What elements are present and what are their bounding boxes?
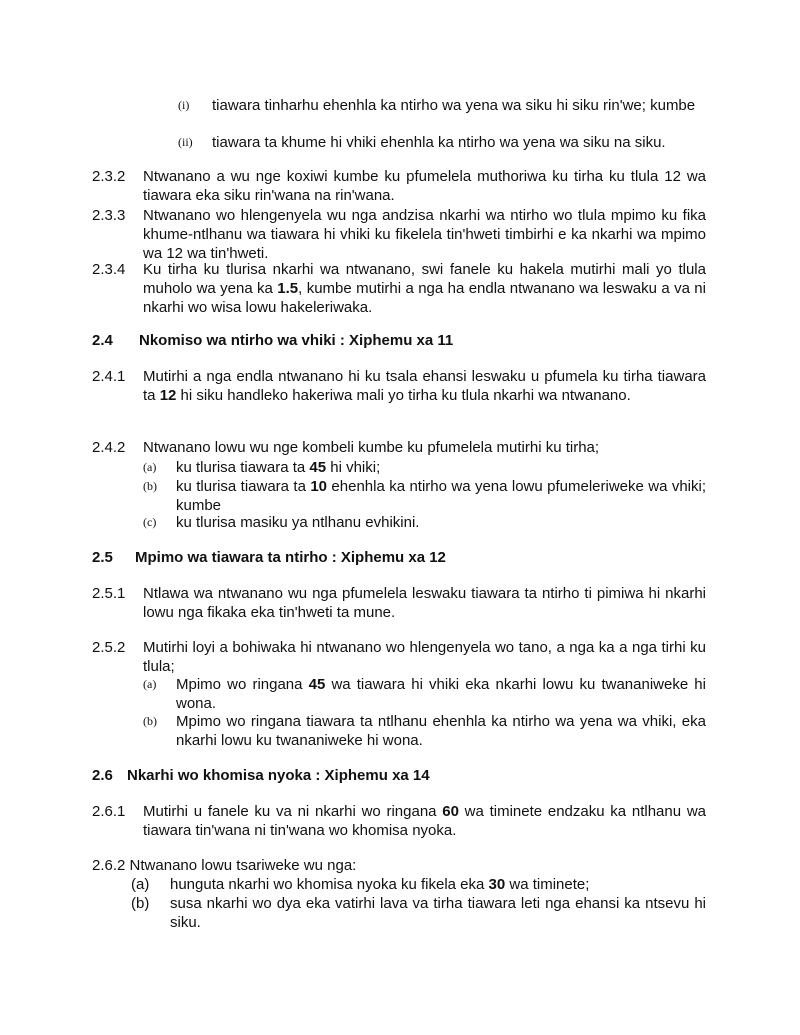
heading-title: Nkarhi wo khomisa nyoka : Xiphemu xa 14 <box>127 767 430 784</box>
paragraph-number: 2.5.2 <box>92 639 126 656</box>
bold-value: 1.5 <box>277 280 299 297</box>
paragraph-2-3-3 <box>92 206 706 263</box>
section-heading-2-6 <box>92 766 430 785</box>
paragraph-number: 2.3.2 <box>92 168 126 185</box>
text-run: hi vhiki; <box>326 459 381 476</box>
text-run: Mutirhi u fanele ku va ni nkarhi wo ringana <box>143 803 443 820</box>
text-run: ehenhla ka ntirho wa yena lowu pfumeleriweke wa vhiki; kumbe <box>176 478 706 514</box>
text-run: susa nkarhi wo dya eka vatirhi lava va tirha tiawara leti nga ehansi ka ntsevu hi siku. <box>170 895 706 931</box>
list-item-label: (b) <box>131 895 150 912</box>
paragraph-2-5-2 <box>92 638 706 676</box>
list-item-label: (b) <box>143 714 157 728</box>
bold-value: 30 <box>488 876 506 893</box>
section-heading-2-5 <box>92 548 446 567</box>
list-item <box>178 133 706 152</box>
paragraph-text: Ntwanano a wu nge koxiwi kumbe ku pfumelela muthoriwa ku tirha ku tlula 12 wa tiawara eka siku rin'wana na rin'wana. <box>143 168 706 204</box>
paragraph-2-3-2 <box>92 167 706 205</box>
list-item <box>131 894 706 932</box>
list-item <box>178 96 706 115</box>
text-run: Mutirhi a nga endla ntwanano hi ku tsala ehansi leswaku u pfumela ku tirha tiawara ta <box>143 368 706 404</box>
bold-value: 60 <box>442 803 459 820</box>
bold-value: 45 <box>308 676 326 693</box>
text-run: wa tiawara hi vhiki eka nkarhi lowu ku twananiweke hi wona. <box>176 676 706 712</box>
heading-title: Mpimo wa tiawara ta ntirho : Xiphemu xa 12 <box>135 549 446 566</box>
bold-value: 12 <box>159 387 177 404</box>
paragraph-2-3-4 <box>92 260 706 317</box>
paragraph-number: 2.6.1 <box>92 803 126 820</box>
paragraph-number: 2.6.2 <box>92 857 126 874</box>
text-run: Mpimo wo ringana tiawara ta ntlhanu ehenhla ka ntirho wa yena wa vhiki, eka nkarhi lowu ku twananiweke hi wona. <box>176 713 706 749</box>
text-run: wa timinete; <box>505 876 590 893</box>
paragraph-2-6-1 <box>92 802 706 840</box>
list-item-text <box>176 458 706 477</box>
list-item-label: (a) <box>143 460 157 474</box>
paragraph-text <box>143 367 706 405</box>
text-run: , kumbe mutirhi a nga ha endla ntwanano wa leswaku a va ni nkarhi wo wisa lowu hakeleriwaka. <box>143 280 706 316</box>
list-item-text: tiawara tinharhu ehenhla ka ntirho wa yena wa siku hi siku rin'we; kumbe <box>212 97 696 114</box>
paragraph-number: 2.3.4 <box>92 261 126 278</box>
list-item <box>143 675 706 713</box>
list-item-text: tiawara ta khume hi vhiki ehenhla ka ntirho wa yena wa siku na siku. <box>212 134 666 151</box>
list-item-label: (b) <box>143 479 157 493</box>
list-item-label: (a) <box>131 876 150 893</box>
list-item-label: (a) <box>143 677 157 691</box>
list-item-text <box>176 513 706 532</box>
text-run: hi siku handleko hakeriwa mali yo tirha ku tlula nkarhi wa ntwanano. <box>176 387 631 404</box>
text-run: Ku tirha ku tlurisa nkarhi wa ntwanano, swi fanele ku hakela mutirhi mali yo tlula muholo wa yena ka <box>143 261 706 297</box>
bold-value: 45 <box>309 459 327 476</box>
text-run: ku tlurisa masiku ya ntlhanu evhikini. <box>176 514 420 531</box>
list-item <box>143 513 706 532</box>
paragraph-text: Ntlawa wa ntwanano wu nga pfumelela leswaku tiawara ta ntirho ti pimiwa hi nkarhi lowu nga fikaka eka tin'hweti ta mune. <box>143 585 706 621</box>
list-item-label: (ii) <box>178 135 193 149</box>
text-run: wa timinete endzaku ka ntlhanu wa tiawara tin'wana ni tin'wana wo khomisa nyoka. <box>143 803 706 839</box>
paragraph-text: Ntwanano wo hlengenyela wu nga andzisa nkarhi wa ntirho wo tlula mpimo ku fika khume-ntlhanu wa tiawara hi vhiki ku fikelela tin'hweti timbirhi e ka nkarhi wa mpimo wa 12 wa tin'hweti. <box>143 207 706 262</box>
paragraph-number: 2.5.1 <box>92 585 126 602</box>
paragraph-2-5-1 <box>92 584 706 622</box>
list-item-text <box>170 894 706 932</box>
heading-number: 2.4 <box>92 332 113 349</box>
bold-value: 10 <box>310 478 328 495</box>
list-item <box>143 477 706 515</box>
paragraph-number: 2.4.1 <box>92 368 126 385</box>
paragraph-2-4-2 <box>92 438 706 457</box>
paragraph-text <box>143 260 706 317</box>
paragraph-number: 2.3.3 <box>92 207 126 224</box>
paragraph-2-4-1 <box>92 367 706 405</box>
paragraph-2-6-2 <box>92 856 706 875</box>
list-item <box>143 712 706 750</box>
text-run: Mpimo wo ringana <box>176 676 309 693</box>
text-run: ku tlurisa tiawara ta <box>176 478 311 495</box>
list-item-text <box>176 675 706 713</box>
list-item-text <box>170 875 706 894</box>
paragraph-text: Mutirhi loyi a bohiwaka hi ntwanano wo hlengenyela wo tano, a nga ka a nga tirhi ku tlula; <box>143 639 706 675</box>
list-item <box>131 875 706 894</box>
list-item-label: (c) <box>143 515 157 529</box>
list-item-label: (i) <box>178 98 190 112</box>
heading-number: 2.6 <box>92 767 113 784</box>
text-run: hunguta nkarhi wo khomisa nyoka ku fikela eka <box>170 876 489 893</box>
list-item-text <box>176 712 706 750</box>
paragraph-text <box>143 802 706 840</box>
heading-number: 2.5 <box>92 549 113 566</box>
heading-title: Nkomiso wa ntirho wa vhiki : Xiphemu xa 11 <box>139 332 454 349</box>
paragraph-text: Ntwanano lowu wu nge kombeli kumbe ku pfumelela mutirhi ku tirha; <box>143 439 600 456</box>
section-heading-2-4 <box>92 331 453 350</box>
list-item <box>143 458 706 477</box>
text-run: ku tlurisa tiawara ta <box>176 459 310 476</box>
list-item-text <box>176 477 706 515</box>
paragraph-number: 2.4.2 <box>92 439 126 456</box>
paragraph-text: Ntwanano lowu tsariweke wu nga: <box>129 857 357 874</box>
